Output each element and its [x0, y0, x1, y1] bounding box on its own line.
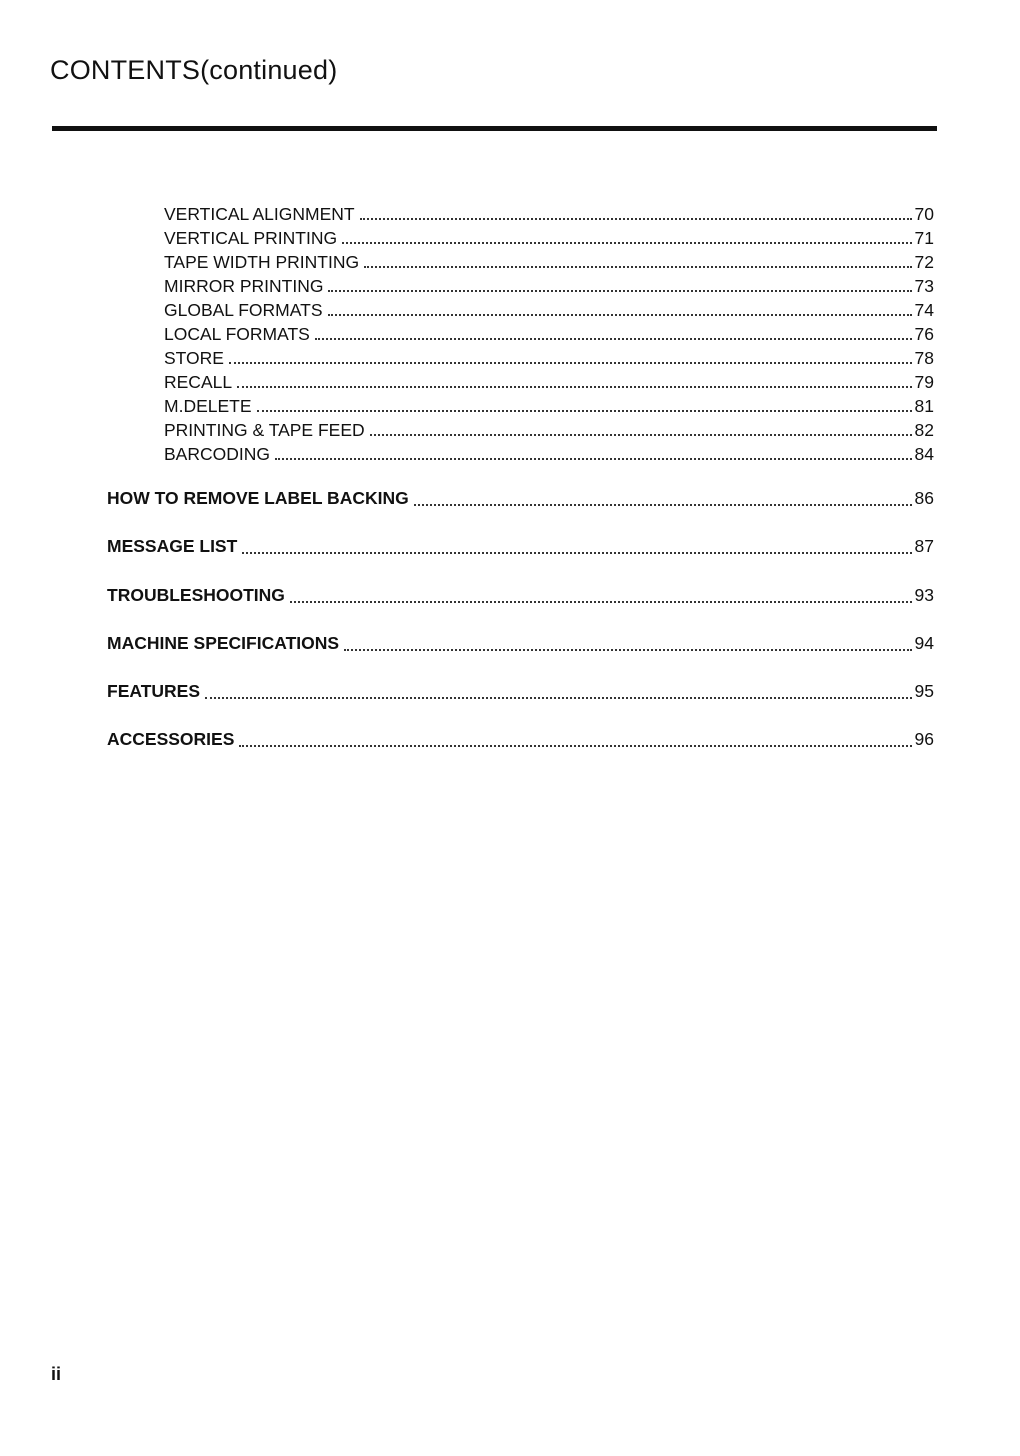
toc-entry-label: BARCODING [164, 444, 270, 464]
page-title: CONTENTS(continued) [50, 55, 338, 85]
dot-leader [328, 313, 912, 316]
toc-entry-page: 78 [914, 348, 934, 368]
dot-leader [205, 696, 912, 699]
dot-leader [275, 457, 912, 460]
dot-leader [237, 385, 911, 388]
toc-main-entries [107, 486, 934, 776]
toc-entry-page: 84 [914, 444, 934, 464]
toc-sub-entries [164, 200, 934, 464]
dot-leader [344, 648, 911, 651]
toc-entry-label: ACCESSORIES [107, 729, 235, 750]
toc-entry-vertical-printing [164, 224, 934, 248]
dot-leader [364, 265, 911, 268]
toc-entry-local-formats [164, 320, 934, 344]
dot-leader [257, 409, 912, 412]
title-rule [52, 126, 937, 131]
toc-entry-page: 94 [914, 632, 934, 653]
toc-entry-label: GLOBAL FORMATS [164, 300, 323, 320]
toc-entry-label: MACHINE SPECIFICATIONS [107, 632, 340, 653]
dot-leader [242, 551, 911, 554]
toc-entry-page: 82 [914, 420, 934, 440]
toc-entry-page: 96 [914, 729, 934, 750]
toc-entry-label: PRINTING & TAPE FEED [164, 420, 365, 440]
dot-leader [290, 600, 912, 603]
toc-entry-page: 87 [914, 536, 934, 557]
toc-entry-label: VERTICAL ALIGNMENT [164, 204, 355, 224]
dot-leader [414, 503, 912, 506]
toc-entry-troubleshooting [107, 583, 934, 631]
toc-entry-store [164, 344, 934, 368]
toc-entry-page: 74 [914, 300, 934, 320]
toc-entry-features [107, 679, 934, 727]
dot-leader [229, 361, 912, 364]
toc-entry-machine-specifications [107, 631, 934, 679]
toc-entry-page: 95 [914, 681, 934, 702]
toc-entry-page: 73 [914, 276, 934, 296]
toc-entry-label: TAPE WIDTH PRINTING [164, 252, 360, 272]
toc-entry-tape-width-printing [164, 248, 934, 272]
toc-entry-label: MESSAGE LIST [107, 536, 238, 557]
toc-entry-label: M.DELETE [164, 396, 252, 416]
toc-entry-vertical-alignment [164, 200, 934, 224]
toc-entry-label: TROUBLESHOOTING [107, 584, 285, 605]
toc-entry-remove-label-backing [107, 486, 934, 534]
toc-entry-label: STORE [164, 348, 224, 368]
toc-entry-label: RECALL [164, 372, 233, 392]
toc-entry-page: 93 [914, 584, 934, 605]
toc-entry-label: MIRROR PRINTING [164, 276, 324, 296]
dot-leader [328, 289, 911, 292]
toc-entry-m-delete [164, 392, 934, 416]
dot-leader [315, 337, 912, 340]
toc-entry-label: LOCAL FORMATS [164, 324, 310, 344]
toc-entry-barcoding [164, 440, 934, 464]
toc-entry-label: VERTICAL PRINTING [164, 228, 338, 248]
toc-entry-global-formats [164, 296, 934, 320]
dot-leader [239, 744, 911, 747]
toc-entry-label: FEATURES [107, 681, 201, 702]
toc-entry-label: HOW TO REMOVE LABEL BACKING [107, 488, 409, 508]
toc-entry-page: 79 [914, 372, 934, 392]
page-number: ii [51, 1364, 62, 1384]
dot-leader [370, 433, 912, 436]
toc-entry-page: 70 [914, 204, 934, 224]
toc-entry-page: 71 [914, 228, 934, 248]
dot-leader [360, 217, 912, 220]
toc-entry-page: 76 [914, 324, 934, 344]
toc-entry-mirror-printing [164, 272, 934, 296]
toc-entry-message-list [107, 534, 934, 582]
toc-entry-accessories [107, 727, 934, 775]
dot-leader [342, 241, 911, 244]
toc-entry-page: 86 [914, 488, 934, 508]
toc-entry-page: 72 [914, 252, 934, 272]
toc-entry-recall [164, 368, 934, 392]
toc-entry-printing-tape-feed [164, 416, 934, 440]
toc-entry-page: 81 [914, 396, 934, 416]
